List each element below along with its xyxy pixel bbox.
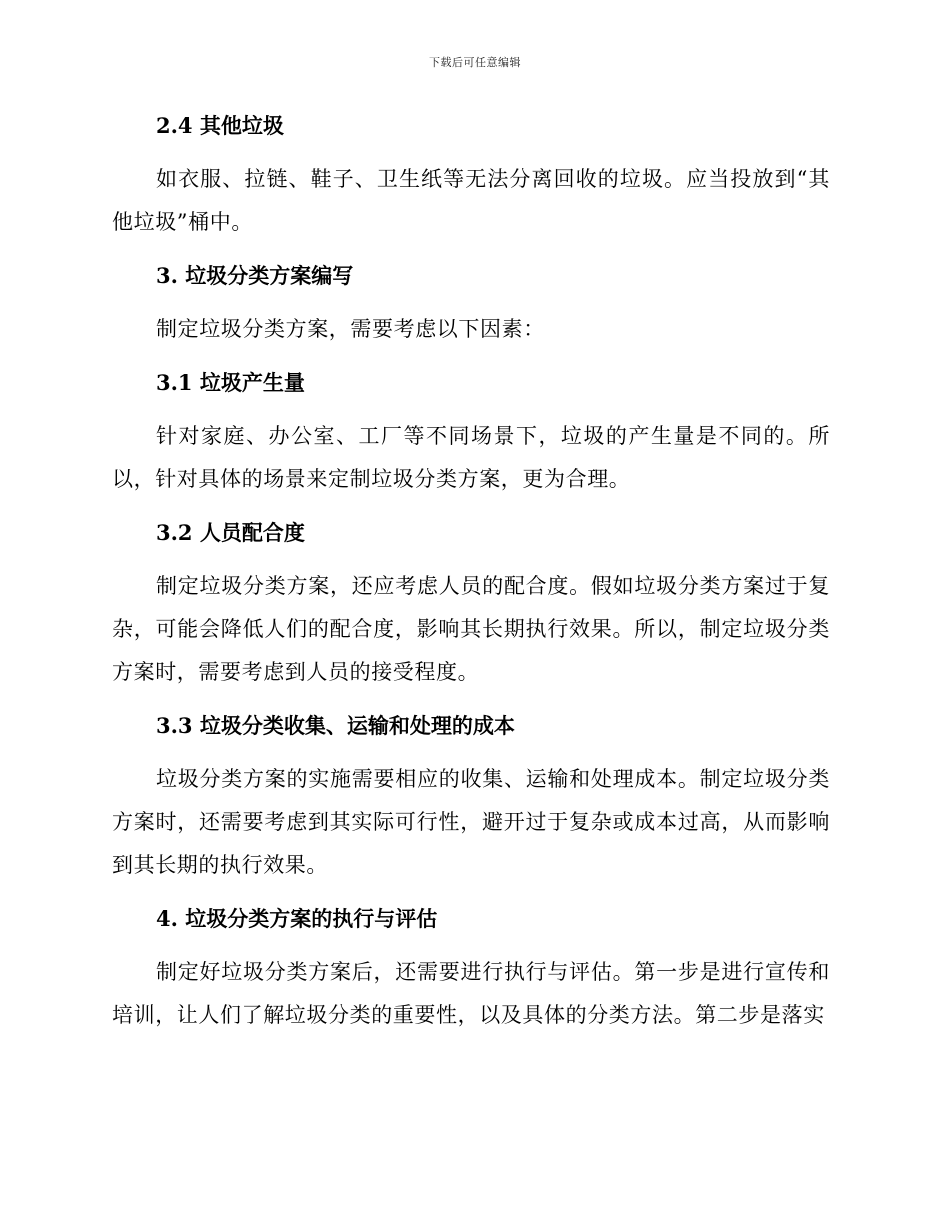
paragraph: 垃圾分类方案的实施需要相应的收集、运输和处理成本。制定垃圾分类方案时，还需要考虑到其实际可行性，避开过于复杂或成本过高，从而影响到其长期的执行效果。 [112, 767, 830, 877]
section-heading: 3.2 人员配合度 [156, 520, 305, 545]
section-heading: 3.3 垃圾分类收集、运输和处理的成本 [156, 713, 515, 738]
paragraph: 如衣服、拉链、鞋子、卫生纸等无法分离回收的垃圾。应当投放到“其他垃圾”桶中。 [112, 167, 830, 234]
paragraph: 针对家庭、办公室、工厂等不同场景下，垃圾的产生量是不同的。所以，针对具体的场景来定制垃圾分类方案，更为合理。 [112, 424, 830, 491]
section-heading: 3.1 垃圾产生量 [156, 370, 305, 395]
section-heading: 3. 垃圾分类方案编写 [156, 263, 354, 288]
document-body [112, 104, 830, 1047]
paragraph: 制定好垃圾分类方案后，还需要进行执行与评估。第一步是进行宣传和培训，让人们了解垃圾分类的重要性，以及具体的分类方法。第二步是落实 [112, 960, 830, 1027]
section-heading: 4. 垃圾分类方案的执行与评估 [156, 906, 438, 931]
paragraph: 制定垃圾分类方案，还应考虑人员的配合度。假如垃圾分类方案过于复杂，可能会降低人们的配合度，影响其长期执行效果。所以，制定垃圾分类方案时，需要考虑到人员的接受程度。 [112, 574, 830, 684]
paragraph: 制定垃圾分类方案，需要考虑以下因素： [156, 317, 545, 341]
section-heading: 2.4 其他垃圾 [156, 113, 284, 138]
page-header: 下载后可任意编辑 [429, 56, 521, 69]
